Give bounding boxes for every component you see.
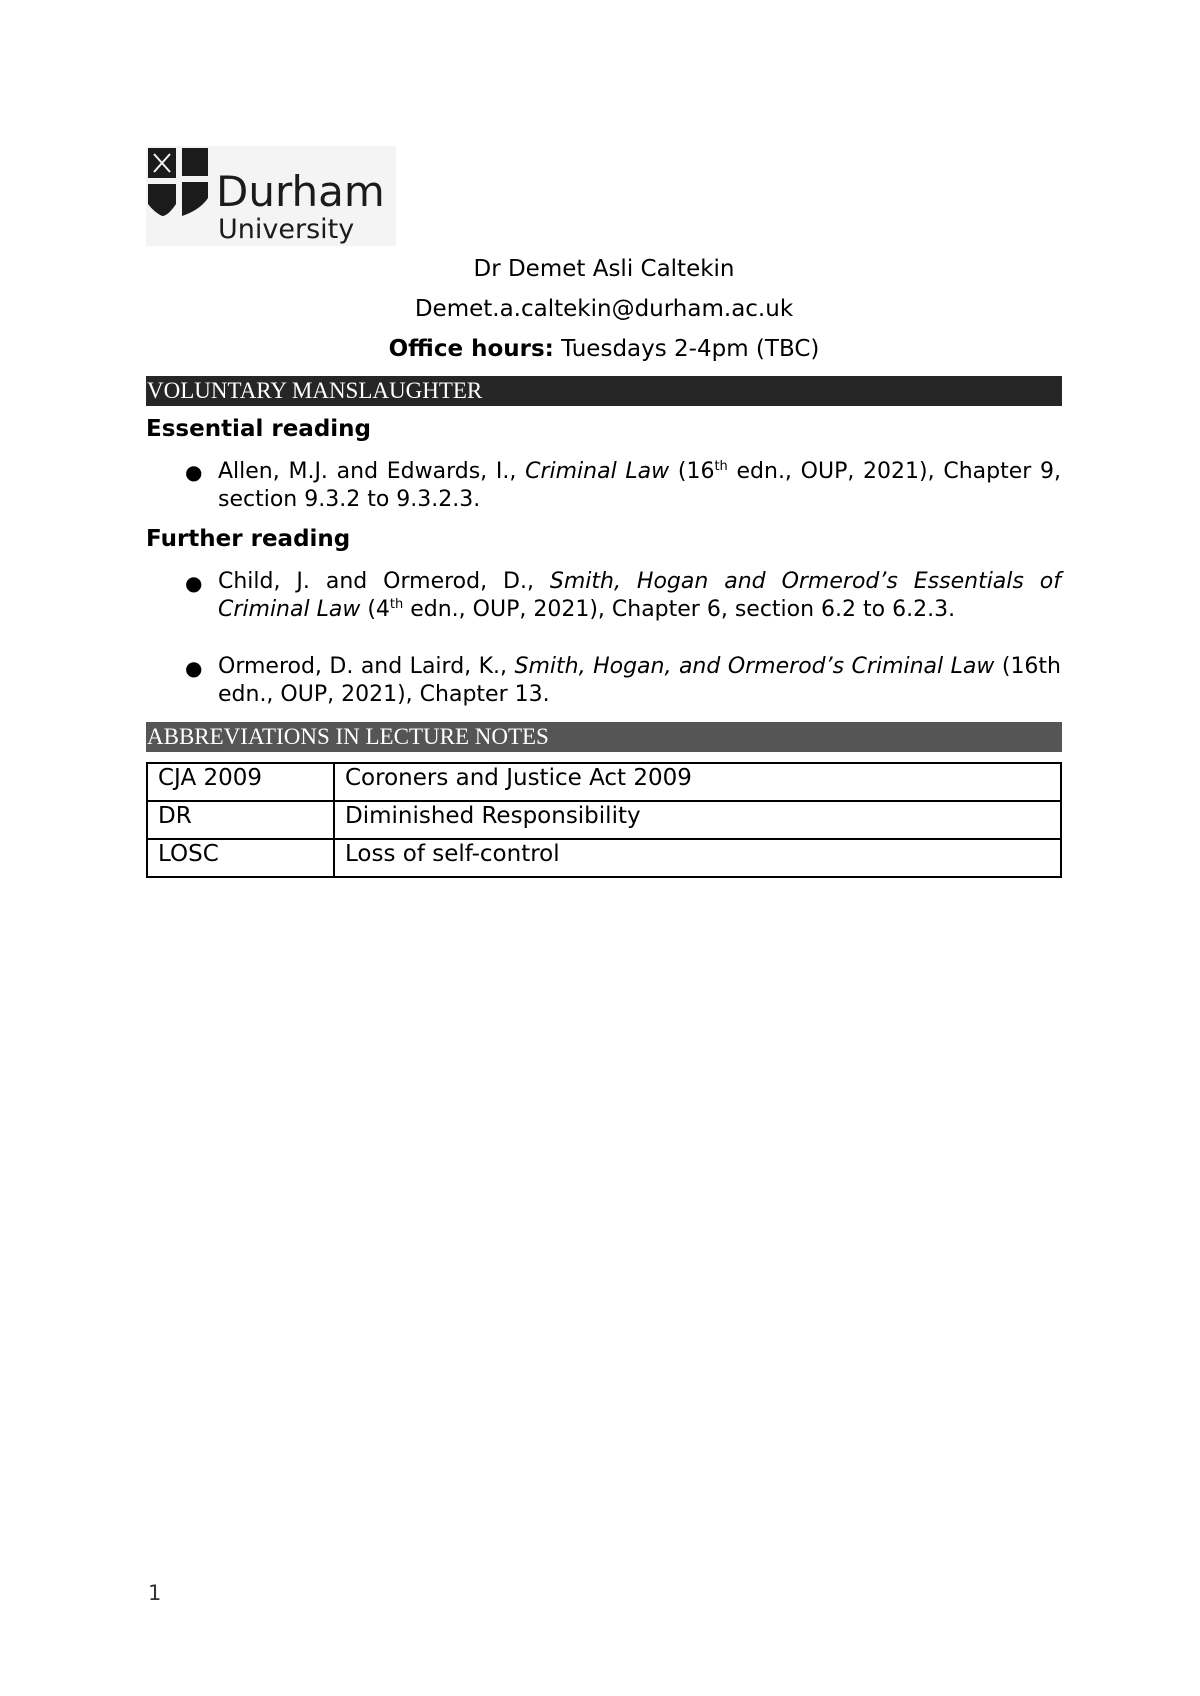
meaning-cell: Loss of self-control	[334, 839, 1061, 877]
citation-details: (16th edn., OUP, 2021), Chapter 13.	[218, 654, 1062, 707]
citation-authors: Allen, M.J. and Edwards, I.,	[218, 459, 526, 484]
citation-title: Smith, Hogan and Ormerod’s Essentials of Criminal Law	[218, 569, 1062, 622]
citation-edition: (16	[669, 459, 715, 484]
further-reading-item	[218, 568, 1061, 624]
table-row	[147, 763, 1061, 801]
citation-details: edn., OUP, 2021), Chapter 6, section 6.2 to 6.2.3.	[403, 597, 956, 622]
bullet-icon: ●	[185, 460, 203, 484]
section-title-voluntary-manslaughter: VOLUNTARY MANSLAUGHTER	[146, 376, 1062, 406]
durham-university-logo	[146, 146, 396, 246]
lecturer-email: Demet.a.caltekin@durham.ac.uk	[414, 296, 794, 322]
essential-reading-item	[218, 458, 1061, 514]
bullet-icon: ●	[185, 571, 203, 595]
abbreviation-cell: CJA 2009	[147, 763, 334, 801]
section-title-abbreviations: ABBREVIATIONS IN LECTURE NOTES	[146, 722, 1062, 752]
abbreviation-cell: DR	[147, 801, 334, 839]
bullet-icon: ●	[185, 656, 203, 680]
lecturer-name: Dr Demet Asli Caltekin	[473, 256, 735, 282]
citation-details: edn., OUP, 2021), Chapter 9, section 9.3.2 to 9.3.2.3.	[218, 459, 1061, 512]
logo-subtitle: University	[218, 214, 355, 245]
office-hours-label: Office hours:	[388, 336, 554, 362]
superscript: th	[389, 597, 404, 612]
abbreviations-table	[146, 762, 1062, 878]
citation-title: Smith, Hogan, and Ormerod’s Criminal Law	[514, 654, 995, 679]
page-number: 1	[148, 1581, 162, 1605]
table-row	[147, 839, 1061, 877]
further-reading-heading: Further reading	[146, 526, 351, 552]
office-hours-value: Tuesdays 2-4pm (TBC)	[553, 336, 820, 362]
office-hours	[146, 336, 1062, 362]
further-reading-item	[218, 653, 1061, 709]
meaning-cell: Coroners and Justice Act 2009	[334, 763, 1061, 801]
essential-reading-heading: Essential reading	[146, 416, 372, 442]
abbreviation-cell: LOSC	[147, 839, 334, 877]
logo-wordmark: Durham	[216, 167, 385, 216]
meaning-cell: Diminished Responsibility	[334, 801, 1061, 839]
citation-title: Criminal Law	[525, 459, 670, 484]
citation-authors: Child, J. and Ormerod, D.,	[218, 569, 550, 594]
citation-authors: Ormerod, D. and Laird, K.,	[218, 654, 515, 679]
citation-edition: (4	[360, 597, 390, 622]
superscript: th	[714, 459, 728, 474]
table-row	[147, 801, 1061, 839]
